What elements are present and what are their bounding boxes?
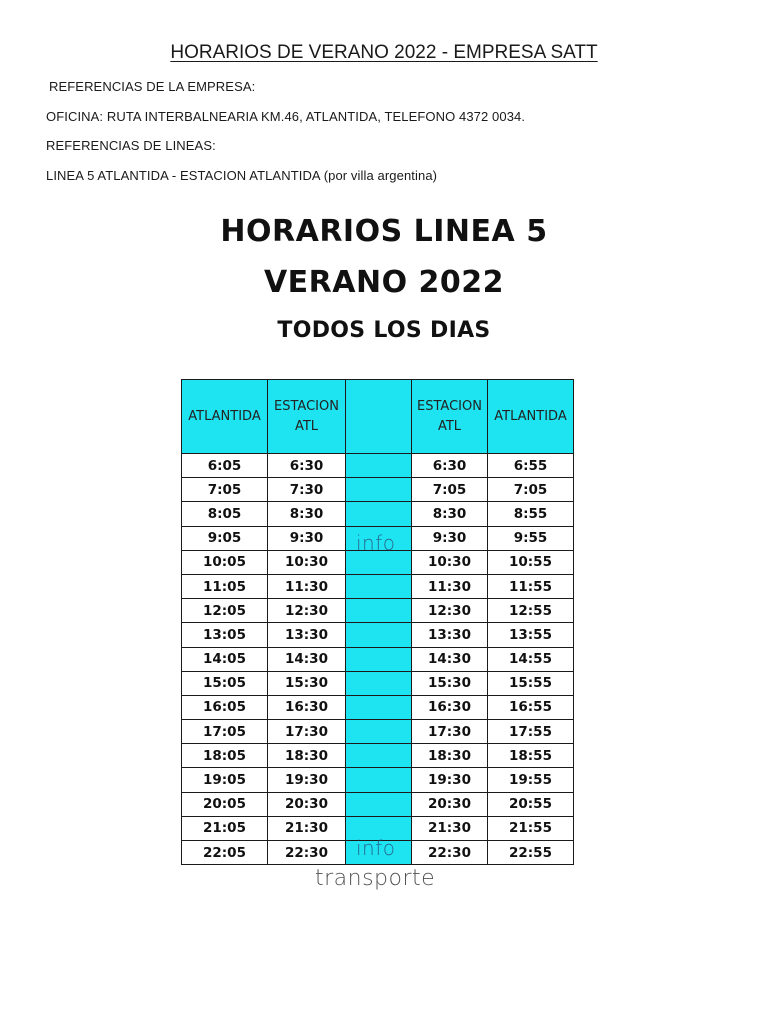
blank-cell xyxy=(346,792,412,816)
schedule-row xyxy=(182,502,574,526)
estacion-departure-time: 12:30 xyxy=(412,599,488,623)
estacion-departure-time: 19:30 xyxy=(412,768,488,792)
blank-cell xyxy=(346,671,412,695)
atlantida-arrival-time: 20:55 xyxy=(488,792,574,816)
blank-cell xyxy=(346,623,412,647)
office-info: OFICINA: RUTA INTERBALNEARIA KM.46, ATLANTIDA, TELEFONO 4372 0034. xyxy=(46,109,526,124)
blank-cell xyxy=(346,647,412,671)
atlantida-departure-time: 7:05 xyxy=(182,478,268,502)
atlantida-arrival-time: 15:55 xyxy=(488,671,574,695)
estacion-departure-time: 6:30 xyxy=(412,454,488,478)
header-atlantida-departure: ATLANTIDA xyxy=(182,380,268,454)
atlantida-arrival-time: 11:55 xyxy=(488,574,574,598)
atlantida-departure-time: 21:05 xyxy=(182,816,268,840)
blank-cell xyxy=(346,768,412,792)
atlantida-arrival-time: 21:55 xyxy=(488,816,574,840)
estacion-arrival-time: 22:30 xyxy=(268,841,346,865)
estacion-arrival-time: 20:30 xyxy=(268,792,346,816)
estacion-arrival-time: 9:30 xyxy=(268,526,346,550)
blank-cell xyxy=(346,695,412,719)
schedule-table xyxy=(181,379,574,865)
estacion-departure-time: 21:30 xyxy=(412,816,488,840)
schedule-row xyxy=(182,454,574,478)
estacion-arrival-time: 13:30 xyxy=(268,623,346,647)
schedule-row xyxy=(182,599,574,623)
schedule-row xyxy=(182,792,574,816)
atlantida-departure-time: 6:05 xyxy=(182,454,268,478)
estacion-departure-time: 20:30 xyxy=(412,792,488,816)
estacion-arrival-time: 11:30 xyxy=(268,574,346,598)
estacion-departure-time: 10:30 xyxy=(412,550,488,574)
estacion-arrival-time: 7:30 xyxy=(268,478,346,502)
atlantida-departure-time: 16:05 xyxy=(182,695,268,719)
estacion-departure-time: 18:30 xyxy=(412,744,488,768)
atlantida-departure-time: 17:05 xyxy=(182,720,268,744)
atlantida-arrival-time: 19:55 xyxy=(488,768,574,792)
schedule-row xyxy=(182,623,574,647)
atlantida-arrival-time: 12:55 xyxy=(488,599,574,623)
schedule-row xyxy=(182,744,574,768)
line-5-description: LINEA 5 ATLANTIDA - ESTACION ATLANTIDA (por villa argentina) xyxy=(46,168,438,183)
atlantida-departure-time: 10:05 xyxy=(182,550,268,574)
estacion-departure-time: 7:05 xyxy=(412,478,488,502)
estacion-departure-time: 16:30 xyxy=(412,695,488,719)
estacion-departure-time: 11:30 xyxy=(412,574,488,598)
estacion-departure-time: 8:30 xyxy=(412,502,488,526)
estacion-arrival-time: 12:30 xyxy=(268,599,346,623)
schedule-title: HORARIOS LINEA 5 xyxy=(220,214,548,249)
watermark-info-top: info xyxy=(356,531,396,555)
header-blank xyxy=(346,380,412,454)
estacion-arrival-time: 17:30 xyxy=(268,720,346,744)
schedule-row xyxy=(182,695,574,719)
blank-cell xyxy=(346,478,412,502)
atlantida-departure-time: 19:05 xyxy=(182,768,268,792)
atlantida-departure-time: 14:05 xyxy=(182,647,268,671)
schedule-row xyxy=(182,720,574,744)
atlantida-arrival-time: 17:55 xyxy=(488,720,574,744)
header-atlantida-arrival: ATLANTIDA xyxy=(488,380,574,454)
atlantida-arrival-time: 6:55 xyxy=(488,454,574,478)
company-references-heading: REFERENCIAS DE LA EMPRESA: xyxy=(49,79,256,94)
watermark-transporte: transporte xyxy=(315,866,436,891)
atlantida-arrival-time: 22:55 xyxy=(488,841,574,865)
estacion-arrival-time: 10:30 xyxy=(268,550,346,574)
atlantida-arrival-time: 14:55 xyxy=(488,647,574,671)
atlantida-departure-time: 22:05 xyxy=(182,841,268,865)
atlantida-departure-time: 8:05 xyxy=(182,502,268,526)
blank-cell xyxy=(346,720,412,744)
estacion-arrival-time: 19:30 xyxy=(268,768,346,792)
estacion-arrival-time: 14:30 xyxy=(268,647,346,671)
estacion-departure-time: 15:30 xyxy=(412,671,488,695)
schedule-row xyxy=(182,647,574,671)
estacion-arrival-time: 15:30 xyxy=(268,671,346,695)
atlantida-arrival-time: 18:55 xyxy=(488,744,574,768)
blank-cell xyxy=(346,502,412,526)
schedule-days: TODOS LOS DIAS xyxy=(277,318,491,343)
blank-cell xyxy=(346,599,412,623)
schedule-season: VERANO 2022 xyxy=(263,265,505,300)
atlantida-departure-time: 9:05 xyxy=(182,526,268,550)
estacion-departure-time: 22:30 xyxy=(412,841,488,865)
atlantida-arrival-time: 9:55 xyxy=(488,526,574,550)
atlantida-arrival-time: 16:55 xyxy=(488,695,574,719)
schedule-row xyxy=(182,671,574,695)
blank-cell xyxy=(346,574,412,598)
atlantida-departure-time: 15:05 xyxy=(182,671,268,695)
schedule-row xyxy=(182,768,574,792)
estacion-departure-time: 14:30 xyxy=(412,647,488,671)
schedule-header-row xyxy=(182,380,574,454)
atlantida-departure-time: 20:05 xyxy=(182,792,268,816)
line-references-heading: REFERENCIAS DE LINEAS: xyxy=(46,138,216,153)
estacion-arrival-time: 6:30 xyxy=(268,454,346,478)
blank-cell xyxy=(346,454,412,478)
atlantida-arrival-time: 7:05 xyxy=(488,478,574,502)
schedule-row xyxy=(182,478,574,502)
atlantida-arrival-time: 10:55 xyxy=(488,550,574,574)
estacion-arrival-time: 16:30 xyxy=(268,695,346,719)
estacion-departure-time: 9:30 xyxy=(412,526,488,550)
estacion-departure-time: 13:30 xyxy=(412,623,488,647)
estacion-arrival-time: 18:30 xyxy=(268,744,346,768)
estacion-arrival-time: 8:30 xyxy=(268,502,346,526)
blank-cell xyxy=(346,744,412,768)
watermark-info-bottom: info xyxy=(356,836,396,860)
atlantida-departure-time: 12:05 xyxy=(182,599,268,623)
header-estacion-departure: ESTACION ATL xyxy=(412,380,488,454)
atlantida-departure-time: 11:05 xyxy=(182,574,268,598)
atlantida-departure-time: 18:05 xyxy=(182,744,268,768)
schedule-row xyxy=(182,574,574,598)
header-estacion-arrival: ESTACION ATL xyxy=(268,380,346,454)
atlantida-arrival-time: 8:55 xyxy=(488,502,574,526)
atlantida-arrival-time: 13:55 xyxy=(488,623,574,647)
atlantida-departure-time: 13:05 xyxy=(182,623,268,647)
estacion-arrival-time: 21:30 xyxy=(268,816,346,840)
document-title: HORARIOS DE VERANO 2022 - EMPRESA SATT xyxy=(170,42,598,63)
estacion-departure-time: 17:30 xyxy=(412,720,488,744)
